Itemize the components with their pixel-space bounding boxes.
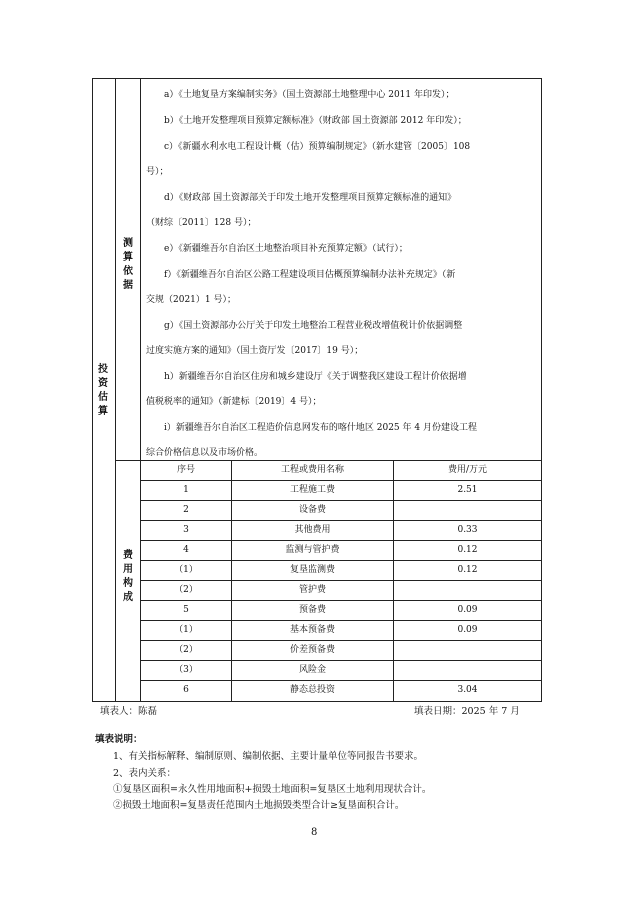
basis-item-f-cont: 交规（2021）1 号）； <box>146 295 236 305</box>
header-index: 序号 <box>176 465 195 475</box>
row-name: 监测与管护费 <box>285 545 340 555</box>
row-cost: 0.12 <box>457 565 478 575</box>
investment-estimate-table <box>92 78 542 702</box>
row-index: 5 <box>183 605 189 615</box>
basis-item-b: b）《土地开发整理项目预算定额标准》（财政部 国土资源部 2012 年印发）； <box>164 116 467 126</box>
basis-item-h: h）新疆维吾尔自治区住房和城乡建设厅《关于调整我区建设工程计价依据增 <box>164 372 467 382</box>
row-cost: 0.09 <box>457 605 478 615</box>
row-cost <box>394 661 541 680</box>
row-cost: 2.51 <box>457 485 478 495</box>
basis-item-g-cont: 过度实施方案的通知》（国土资厅发〔2017〕19 号）； <box>146 346 364 356</box>
row-cost: 3.04 <box>457 685 478 695</box>
basis-item-i-cont: 综合价格信息以及市场价格。 <box>146 448 264 458</box>
row-cost <box>394 501 541 520</box>
section-label-investment: 投资估算 <box>98 364 108 417</box>
basis-item-c-cont: 号）； <box>146 167 169 177</box>
notes-title: 填表说明： <box>95 734 143 745</box>
form-date: 填表日期：2025 年 7 月 <box>414 706 520 717</box>
header-cost: 费用/万元 <box>447 465 488 475</box>
row-name: 设备费 <box>298 505 326 515</box>
section-label-composition: 费用构成 <box>123 550 133 603</box>
row-name: 其他费用 <box>294 525 331 535</box>
row-name: 复垦监测费 <box>289 565 335 575</box>
row-index: 3 <box>183 525 189 535</box>
row-name: 风险金 <box>298 665 326 675</box>
row-cost <box>394 641 541 660</box>
header-item-name: 工程或费用名称 <box>280 465 344 475</box>
row-name: 预备费 <box>298 605 326 615</box>
basis-item-c: c）《新疆水利水电工程设计概（估）预算编制规定》（新水建管〔2005〕108 <box>164 142 471 152</box>
column-divider <box>115 79 116 701</box>
basis-item-d-cont: （财综〔2011〕128 号）； <box>146 218 257 228</box>
row-name: 静态总投资 <box>289 685 335 695</box>
page-number: 8 <box>311 827 318 838</box>
row-index: （2） <box>174 585 198 595</box>
basis-item-h-cont: 值税税率的通知》（新建标〔2019〕4 号）； <box>146 397 322 407</box>
row-cost <box>394 581 541 600</box>
row-name: 工程施工费 <box>289 485 335 495</box>
row-name: 价差预备费 <box>289 645 335 655</box>
row-index: 6 <box>183 685 189 695</box>
basis-item-g: g）《国土资源部办公厅关于印发土地整治工程营业税改增值税计价依据调整 <box>164 321 463 331</box>
note-line: 2、表内关系： <box>113 768 177 779</box>
row-cost: 0.12 <box>457 545 478 555</box>
row-index: （3） <box>174 665 198 675</box>
section-label-basis: 测算依据 <box>123 238 133 291</box>
row-index: （1） <box>174 565 198 575</box>
row-cost: 0.33 <box>457 525 478 535</box>
row-index: （2） <box>174 645 198 655</box>
basis-item-i: i）新疆维吾尔自治区工程造价信息网发布的喀什地区 2025 年 4 月份建设工程 <box>164 423 477 433</box>
basis-item-e: e）《新疆维吾尔自治区土地整治项目补充预算定额》（试行）； <box>164 244 408 254</box>
basis-item-a: a）《土地复垦方案编制实务》（国土资源部土地整理中心 2011 年印发）； <box>164 90 455 100</box>
row-cost: 0.09 <box>457 625 478 635</box>
row-index: 2 <box>183 505 189 515</box>
note-line: ①复垦区面积=永久性用地面积+损毁土地面积=复垦区土地利用现状合计。 <box>113 784 432 795</box>
row-index: 4 <box>183 545 189 555</box>
row-name: 基本预备费 <box>289 625 335 635</box>
row-index: （1） <box>174 625 198 635</box>
note-line: 1、有关指标解释、编制原则、编制依据、主要计量单位等同报告书要求。 <box>113 751 424 762</box>
basis-item-f: f）《新疆维吾尔自治区公路工程建设项目估概预算编制办法补充规定》（新 <box>164 270 456 280</box>
row-name: 管护费 <box>298 585 326 595</box>
note-line: ②损毁土地面积=复垦责任范围内土地损毁类型合计≥复垦面积合计。 <box>113 800 405 811</box>
form-filler: 填表人：陈磊 <box>100 706 158 717</box>
row-index: 1 <box>183 485 189 495</box>
basis-item-d: d）《财政部 国土资源部关于印发土地开发整理项目预算定额标准的通知》 <box>164 193 457 203</box>
